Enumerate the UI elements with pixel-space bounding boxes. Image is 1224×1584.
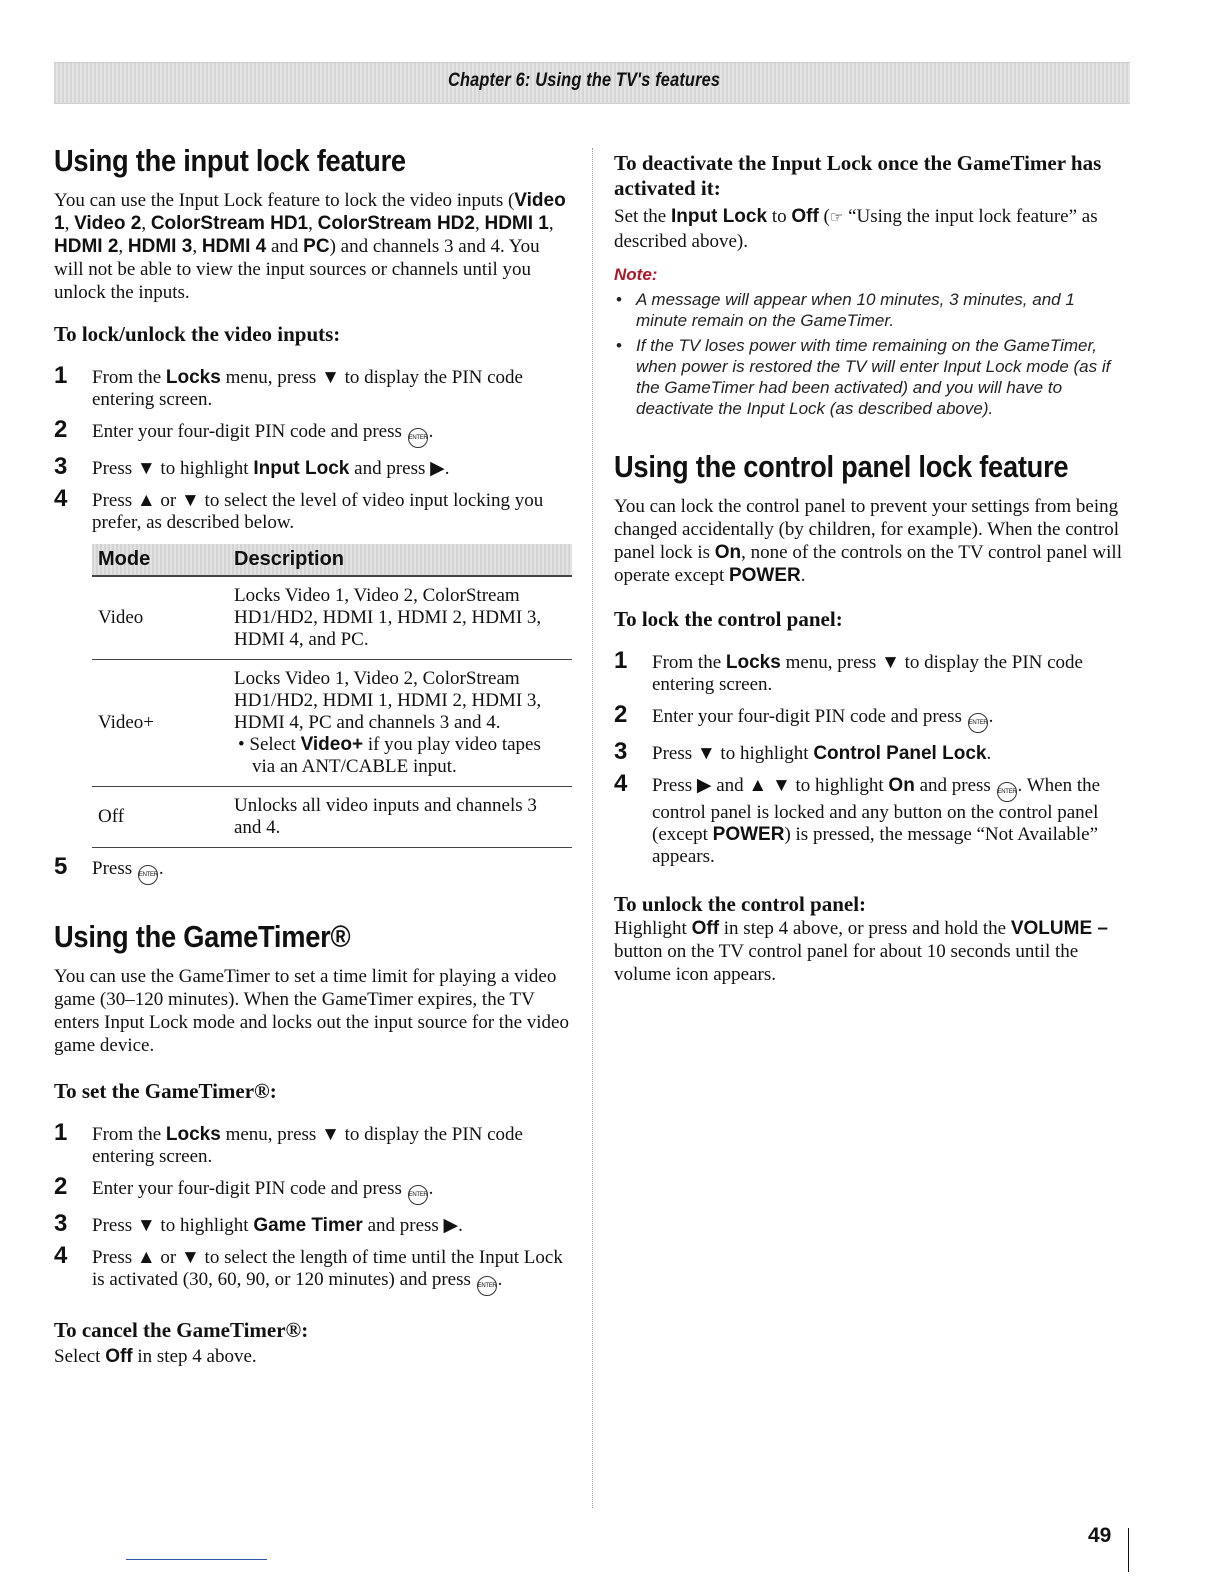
description-column-header: Description xyxy=(228,544,572,576)
chapter-title: Chapter 6: Using the TV's features xyxy=(448,70,721,91)
enter-button-icon: ENTER xyxy=(997,782,1017,802)
text-run: From the xyxy=(652,652,726,673)
text-run: menu, press ▼ to display the PIN code entering screen. xyxy=(92,1124,523,1167)
step xyxy=(54,1173,570,1205)
text-run: . When the control panel is locked and any button on the control panel (except xyxy=(652,775,1101,845)
bold-term: HDMI 2 xyxy=(54,236,119,257)
bold-term: Video 2 xyxy=(74,213,142,234)
enter-button-icon: ENTER xyxy=(408,428,428,448)
lock-unlock-heading: To lock/unlock the video inputs: xyxy=(54,322,341,346)
step-text xyxy=(652,775,1100,867)
mode-row xyxy=(92,660,572,787)
step xyxy=(54,416,570,448)
step xyxy=(614,647,1130,696)
text-run: “Using the input lock feature” as described above). xyxy=(614,206,1098,252)
text-run: . xyxy=(497,1269,503,1290)
text-run: From the xyxy=(92,1124,166,1145)
text-run: ( xyxy=(818,206,830,227)
text-run: Enter your four-digit PIN code and press xyxy=(92,1178,407,1199)
text-run: , xyxy=(308,213,318,234)
step-number: 1 xyxy=(54,362,68,389)
step xyxy=(54,485,570,534)
description-text: Unlocks all video inputs and channels 3 and 4. xyxy=(234,795,537,838)
input-lock-intro xyxy=(54,189,570,304)
text-run: . xyxy=(428,421,434,442)
bold-term: VOLUME – xyxy=(1010,918,1108,939)
control-panel-intro xyxy=(614,495,1130,587)
step-text xyxy=(652,743,991,764)
set-gametimer-heading: To set the GameTimer®: xyxy=(54,1079,277,1103)
text-run: in step 4 above. xyxy=(132,1346,257,1367)
bold-term: Locks xyxy=(165,367,221,388)
step-text xyxy=(92,1247,563,1290)
pointing-hand-icon: ☞ xyxy=(829,210,844,226)
text-run: Select xyxy=(54,1346,106,1367)
bold-term: Off xyxy=(791,206,819,227)
step xyxy=(614,770,1130,868)
bold-term: Video+ xyxy=(300,734,364,755)
text-run: , xyxy=(64,213,75,234)
text-run: . xyxy=(986,743,992,764)
input-lock-step-5 xyxy=(54,853,570,885)
text-run: and xyxy=(266,236,304,257)
input-lock-steps xyxy=(54,362,570,534)
gametimer-intro: You can use the GameTimer to set a time limit for playing a video game (30–120 minutes). When the GameTimer expires, the TV enters Input Lock mode and locks out the input source for the video game device. xyxy=(54,966,569,1056)
step xyxy=(54,453,570,480)
lock-control-panel-heading: To lock the control panel: xyxy=(614,607,843,631)
enter-button-icon: ENTER xyxy=(408,1185,428,1205)
step-text xyxy=(92,1215,463,1236)
text-run: Press ▲ or ▼ to select the length of time until the Input Lock is activated (30, 60, 90, or 120 minutes) and press xyxy=(92,1247,563,1290)
bold-term: HDMI 1 xyxy=(484,213,549,234)
bold-term: Control Panel Lock xyxy=(813,743,987,764)
gametimer-title: Using the GameTimer® xyxy=(54,919,351,954)
step-text xyxy=(652,706,993,727)
text-run: menu, press ▼ to display the PIN code entering screen. xyxy=(92,367,523,410)
bold-term: HDMI 3 xyxy=(127,236,193,257)
mode-column-header: Mode xyxy=(92,544,228,576)
description-bullet: • Select Video+ if you play video tapes via an ANT/CABLE input. xyxy=(238,734,541,777)
text-run: to xyxy=(767,206,792,227)
step-number: 3 xyxy=(54,453,68,480)
text-run: button on the TV control panel for about 10 seconds until the volume icon appears. xyxy=(614,941,1079,985)
mode-table xyxy=(92,544,572,848)
text-run: , none of the controls on the TV control panel will operate except xyxy=(614,542,1122,586)
bold-term: Off xyxy=(691,918,720,939)
text-run: Highlight xyxy=(614,918,692,939)
step-number: 2 xyxy=(54,416,68,443)
enter-button-icon: ENTER xyxy=(968,713,988,733)
page-number-rule xyxy=(1128,1528,1129,1572)
step-text xyxy=(92,1178,433,1199)
bold-term: Input Lock xyxy=(253,458,350,479)
mode-cell: Video+ xyxy=(92,660,228,787)
mode-cell: Video xyxy=(92,576,228,660)
cancel-gametimer-heading: To cancel the GameTimer®: xyxy=(54,1318,309,1342)
step-number: 1 xyxy=(54,1119,68,1146)
description-text: Locks Video 1, Video 2, ColorStream HD1/HD2, HDMI 1, HDMI 2, HDMI 3, HDMI 4, PC and channels 3 and 4. xyxy=(234,668,542,733)
step xyxy=(54,1210,570,1237)
left-column xyxy=(54,143,570,1380)
text-run: Press ▼ to highlight xyxy=(652,743,814,764)
enter-button-icon: ENTER xyxy=(477,1276,497,1296)
step-text xyxy=(92,367,523,410)
text-run: , xyxy=(118,236,128,257)
text-run: , xyxy=(548,213,554,234)
step-number: 4 xyxy=(54,1242,68,1269)
step-number: 3 xyxy=(54,1210,68,1237)
text-run: . xyxy=(428,1178,434,1199)
step-number: 2 xyxy=(54,1173,68,1200)
text-run: , xyxy=(192,236,202,257)
bold-term: On xyxy=(888,775,915,796)
step-text xyxy=(92,421,433,442)
step xyxy=(54,1119,570,1168)
text-run: Set the xyxy=(614,206,671,227)
step xyxy=(54,853,570,885)
right-column xyxy=(614,143,1130,998)
input-lock-title: Using the input lock feature xyxy=(54,143,406,178)
step-number: 4 xyxy=(614,770,628,797)
text-run: Press ▶ and ▲ ▼ to highlight xyxy=(652,775,889,796)
mode-cell: Off xyxy=(92,787,228,848)
text-run: and press xyxy=(914,775,996,796)
bold-term: Locks xyxy=(725,652,781,673)
step xyxy=(54,1242,570,1296)
bold-term: POWER xyxy=(728,565,801,586)
step-number: 4 xyxy=(54,485,68,512)
step-text xyxy=(92,1124,523,1167)
gametimer-steps xyxy=(54,1119,570,1296)
text-run: and press ▶. xyxy=(362,1215,463,1236)
bold-term: Video 1 xyxy=(54,190,566,234)
description-text: Locks Video 1, Video 2, ColorStream HD1/HD2, HDMI 1, HDMI 2, HDMI 3, HDMI 4, and PC. xyxy=(234,585,542,650)
text-run: and press ▶. xyxy=(349,458,450,479)
unlock-control-panel-text xyxy=(614,917,1130,986)
step-text xyxy=(92,458,449,479)
mode-table-header xyxy=(92,544,572,576)
enter-button-icon: ENTER xyxy=(138,865,158,885)
deactivate-heading: To deactivate the Input Lock once the GameTimer has activated it: xyxy=(614,151,1102,200)
column-divider xyxy=(592,148,593,1508)
bold-term: On xyxy=(714,542,742,563)
text-run: , xyxy=(474,213,485,234)
description-cell xyxy=(228,787,572,848)
control-panel-steps xyxy=(614,647,1130,868)
step xyxy=(614,738,1130,765)
step-end: . xyxy=(158,858,164,879)
step-text xyxy=(92,490,543,533)
mode-row xyxy=(92,787,572,848)
text-run: You can use the Input Lock feature to lock the video inputs ( xyxy=(54,190,515,211)
description-cell xyxy=(228,576,572,660)
bold-term: Locks xyxy=(165,1124,221,1145)
bold-term: ColorStream HD2 xyxy=(317,213,475,234)
step-text xyxy=(652,652,1083,695)
chapter-header-bar xyxy=(54,62,1130,104)
step-number: 3 xyxy=(614,738,628,765)
bold-term: Off xyxy=(105,1346,133,1367)
text-run: ) is pressed, the message “Not Available” appears. xyxy=(652,824,1099,867)
text-run: Enter your four-digit PIN code and press xyxy=(92,421,407,442)
note-label: Note: xyxy=(614,265,658,284)
bold-term: HDMI 4 xyxy=(201,236,267,257)
deactivate-text xyxy=(614,205,1130,253)
footer-line xyxy=(126,1559,267,1560)
step xyxy=(614,701,1130,733)
note-item: • A message will appear when 10 minutes, 3 minutes, and 1 minute remain on the GameTimer. xyxy=(614,289,1130,331)
text-run: . xyxy=(800,565,806,586)
step xyxy=(54,362,570,411)
text-run: From the xyxy=(92,367,166,388)
text-run: Enter your four-digit PIN code and press xyxy=(652,706,967,727)
step-number: 2 xyxy=(614,701,628,728)
unlock-control-panel-heading: To unlock the control panel: xyxy=(614,892,867,916)
note-list xyxy=(614,289,1130,419)
step-number: 5 xyxy=(54,853,68,880)
bold-term: PC xyxy=(303,236,330,257)
text-run: You can lock the control panel to prevent your settings from being changed accidentally (by children, for example). When the control panel lock is xyxy=(614,496,1120,563)
cancel-gametimer-text xyxy=(54,1345,570,1368)
mode-row xyxy=(92,576,572,660)
bold-term: ColorStream HD1 xyxy=(150,213,309,234)
text-run: , xyxy=(141,213,151,234)
text-run: Press ▼ to highlight xyxy=(92,1215,254,1236)
text-run: ) and channels 3 and 4. You will not be able to view the input sources or channels until you unlock the inputs. xyxy=(54,236,540,303)
control-panel-title: Using the control panel lock feature xyxy=(614,449,1069,484)
bold-term: Game Timer xyxy=(253,1215,363,1236)
text-run: Press ▼ to highlight xyxy=(92,458,254,479)
mode-table-body xyxy=(92,576,572,848)
text-run: . xyxy=(988,706,994,727)
bold-term: POWER xyxy=(712,824,785,845)
text-run: in step 4 above, or press and hold the xyxy=(719,918,1011,939)
text-run: Press ▲ or ▼ to select the level of video input locking you prefer, as described below. xyxy=(92,490,544,533)
step-number: 1 xyxy=(614,647,628,674)
page-number: 49 xyxy=(1088,1524,1112,1547)
bold-term: Input Lock xyxy=(671,206,768,227)
step-text: Press xyxy=(92,858,133,879)
note-item: • If the TV loses power with time remaining on the GameTimer, when power is restored the TV will enter Input Lock mode (as if the GameTimer had been activated) and you will have to deactivate the Input Lock (as described above). xyxy=(614,335,1130,419)
description-cell xyxy=(228,660,572,787)
text-run: menu, press ▼ to display the PIN code entering screen. xyxy=(652,652,1083,695)
